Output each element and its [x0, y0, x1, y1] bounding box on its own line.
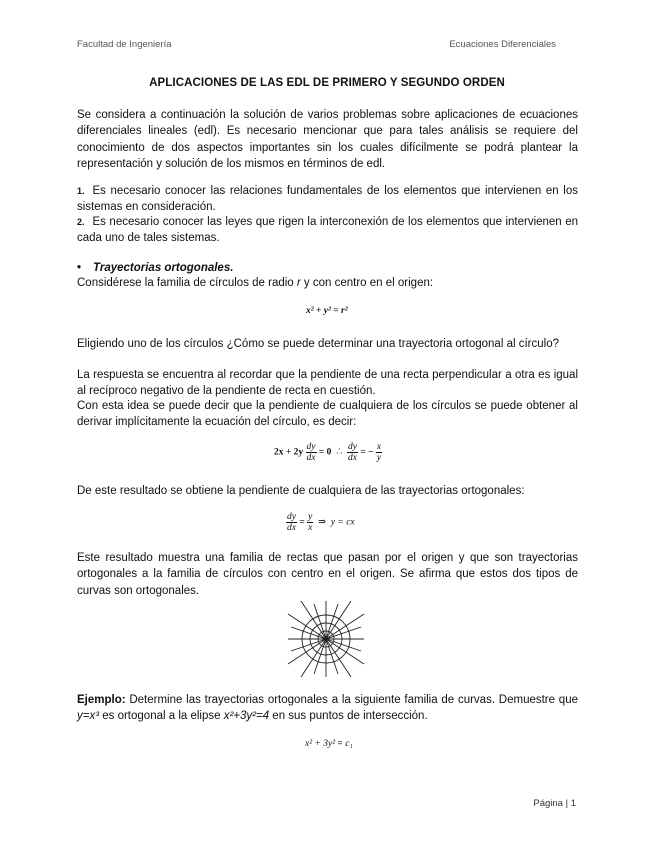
equation-derivative	[274, 442, 382, 463]
eq3-frac-1	[286, 512, 297, 533]
list-number-1: 1.	[77, 186, 85, 196]
example-text-1: Determine las trayectorias ortogonales a la siguiente familia de curvas. Demuestre que	[125, 694, 578, 706]
eq2-term: 2x + 2y	[274, 447, 304, 458]
intro-paragraph: Se considera a continuación la solución de varios problemas sobre aplicaciones de ecuaciones diferenciales lineales (edl). Es necesario mencionar que para tales análisis se requiere del conocimiento de dos aspectos importantes sin los cuales difícilmente se podrá plantear la representación y solución de los mismos en términos de edl.	[77, 109, 578, 170]
example-ellipse: x²+3y²=4	[223, 710, 270, 723]
equation-circle	[306, 306, 348, 316]
eq1-equals: =	[333, 306, 339, 316]
orthogonal-curves-figure	[286, 599, 366, 679]
eq4-rhs: c₁	[345, 739, 353, 749]
eq2-frac2-num: dy	[347, 442, 357, 452]
list-item-2	[77, 214, 578, 247]
consider-before: Considérese la familia de círculos de radio	[77, 277, 297, 289]
eq2-eqneg: = −	[360, 447, 374, 458]
eq2-frac3-num: x	[376, 442, 382, 452]
eq3-frac1-den: dx	[287, 523, 296, 533]
page-number: Página | 1	[533, 798, 576, 809]
eq2-frac1-num: dy	[306, 442, 316, 452]
eq2-frac-1	[306, 442, 317, 463]
implies-icon: ⇒	[318, 517, 327, 528]
paragraph-family: Este resultado muestra una familia de rectas que pasan por el origen y que son trayectorias ortogonales a la familia de círculos con centro en el origen. Se afirma que estos dos tipos de curvas son ortogonales.	[77, 552, 578, 597]
example-text-2: es ortogonal a la elipse	[99, 710, 224, 723]
paragraph-answer: La respuesta se encuentra al recordar que la pendiente de una recta perpendicular a otra es igual al recíproco negativo de la pendiente de recta en cuestión.	[77, 369, 578, 398]
eq2-frac1-den: dx	[306, 453, 316, 463]
section-heading	[77, 260, 578, 276]
equation-family	[305, 739, 353, 749]
eq3-equals: =	[299, 517, 305, 528]
paragraph-result: De este resultado se obtiene la pendiente de cualquiera de las trayectorias ortogonales:	[77, 485, 525, 497]
page-title: APLICACIONES DE LAS EDL DE PRIMERO Y SEGUNDO ORDEN	[149, 77, 505, 89]
eq3-frac1-num: dy	[287, 512, 296, 522]
eq3-result: y = cx	[330, 517, 355, 528]
eq3-frac-2	[307, 512, 313, 533]
example-paragraph	[77, 692, 578, 725]
list-text-2: Es necesario conocer las leyes que rigen la interconexión de los elementos que intervienen en cada uno de tales sistemas.	[77, 216, 578, 245]
header-right: Ecuaciones Diferenciales	[449, 39, 556, 50]
eq2-frac-3	[376, 442, 382, 463]
example-curve: y=x³	[77, 710, 100, 723]
eq2-frac-2	[347, 442, 358, 463]
eq2-zero: = 0	[318, 447, 332, 458]
therefore-icon: ∴	[336, 447, 343, 458]
eq2-frac3-den: y	[376, 453, 382, 463]
paragraph-idea: Con esta idea se puede decir que la pendiente de cualquiera de los círculos se puede obtener al derivar implícitamente la ecuación del círculo, es decir:	[77, 400, 578, 429]
eq3-frac2-num: y	[308, 512, 313, 522]
bullet-icon: •	[77, 262, 82, 274]
equation-orthogonal	[286, 512, 355, 533]
eq4-lhs: x² + 3y²	[305, 739, 336, 749]
list-text-1: Es necesario conocer las relaciones fundamentales de los elementos que intervienen en los sistemas en consideración.	[77, 185, 578, 214]
eq1-lhs: x² + y²	[306, 306, 331, 316]
consider-after: y con centro en el origen:	[300, 277, 434, 289]
header-left: Facultad de Ingeniería	[77, 39, 172, 50]
list-number-2: 2.	[77, 217, 85, 227]
eq2-frac2-den: dx	[347, 453, 357, 463]
consider-line	[77, 275, 578, 291]
consider-var: r	[296, 277, 301, 289]
eq1-rhs: r²	[341, 306, 348, 316]
example-label: Ejemplo:	[77, 694, 126, 706]
eq4-equals: =	[337, 739, 343, 749]
paragraph-question: Eligiendo uno de los círculos ¿Cómo se puede determinar una trayectoria ortogonal al círculo?	[77, 338, 559, 350]
section-title: Trayectorias ortogonales.	[93, 262, 234, 274]
list-item-1	[77, 183, 578, 216]
example-text-3: en sus puntos de intersección.	[269, 710, 428, 723]
eq3-frac2-den: x	[308, 523, 313, 533]
